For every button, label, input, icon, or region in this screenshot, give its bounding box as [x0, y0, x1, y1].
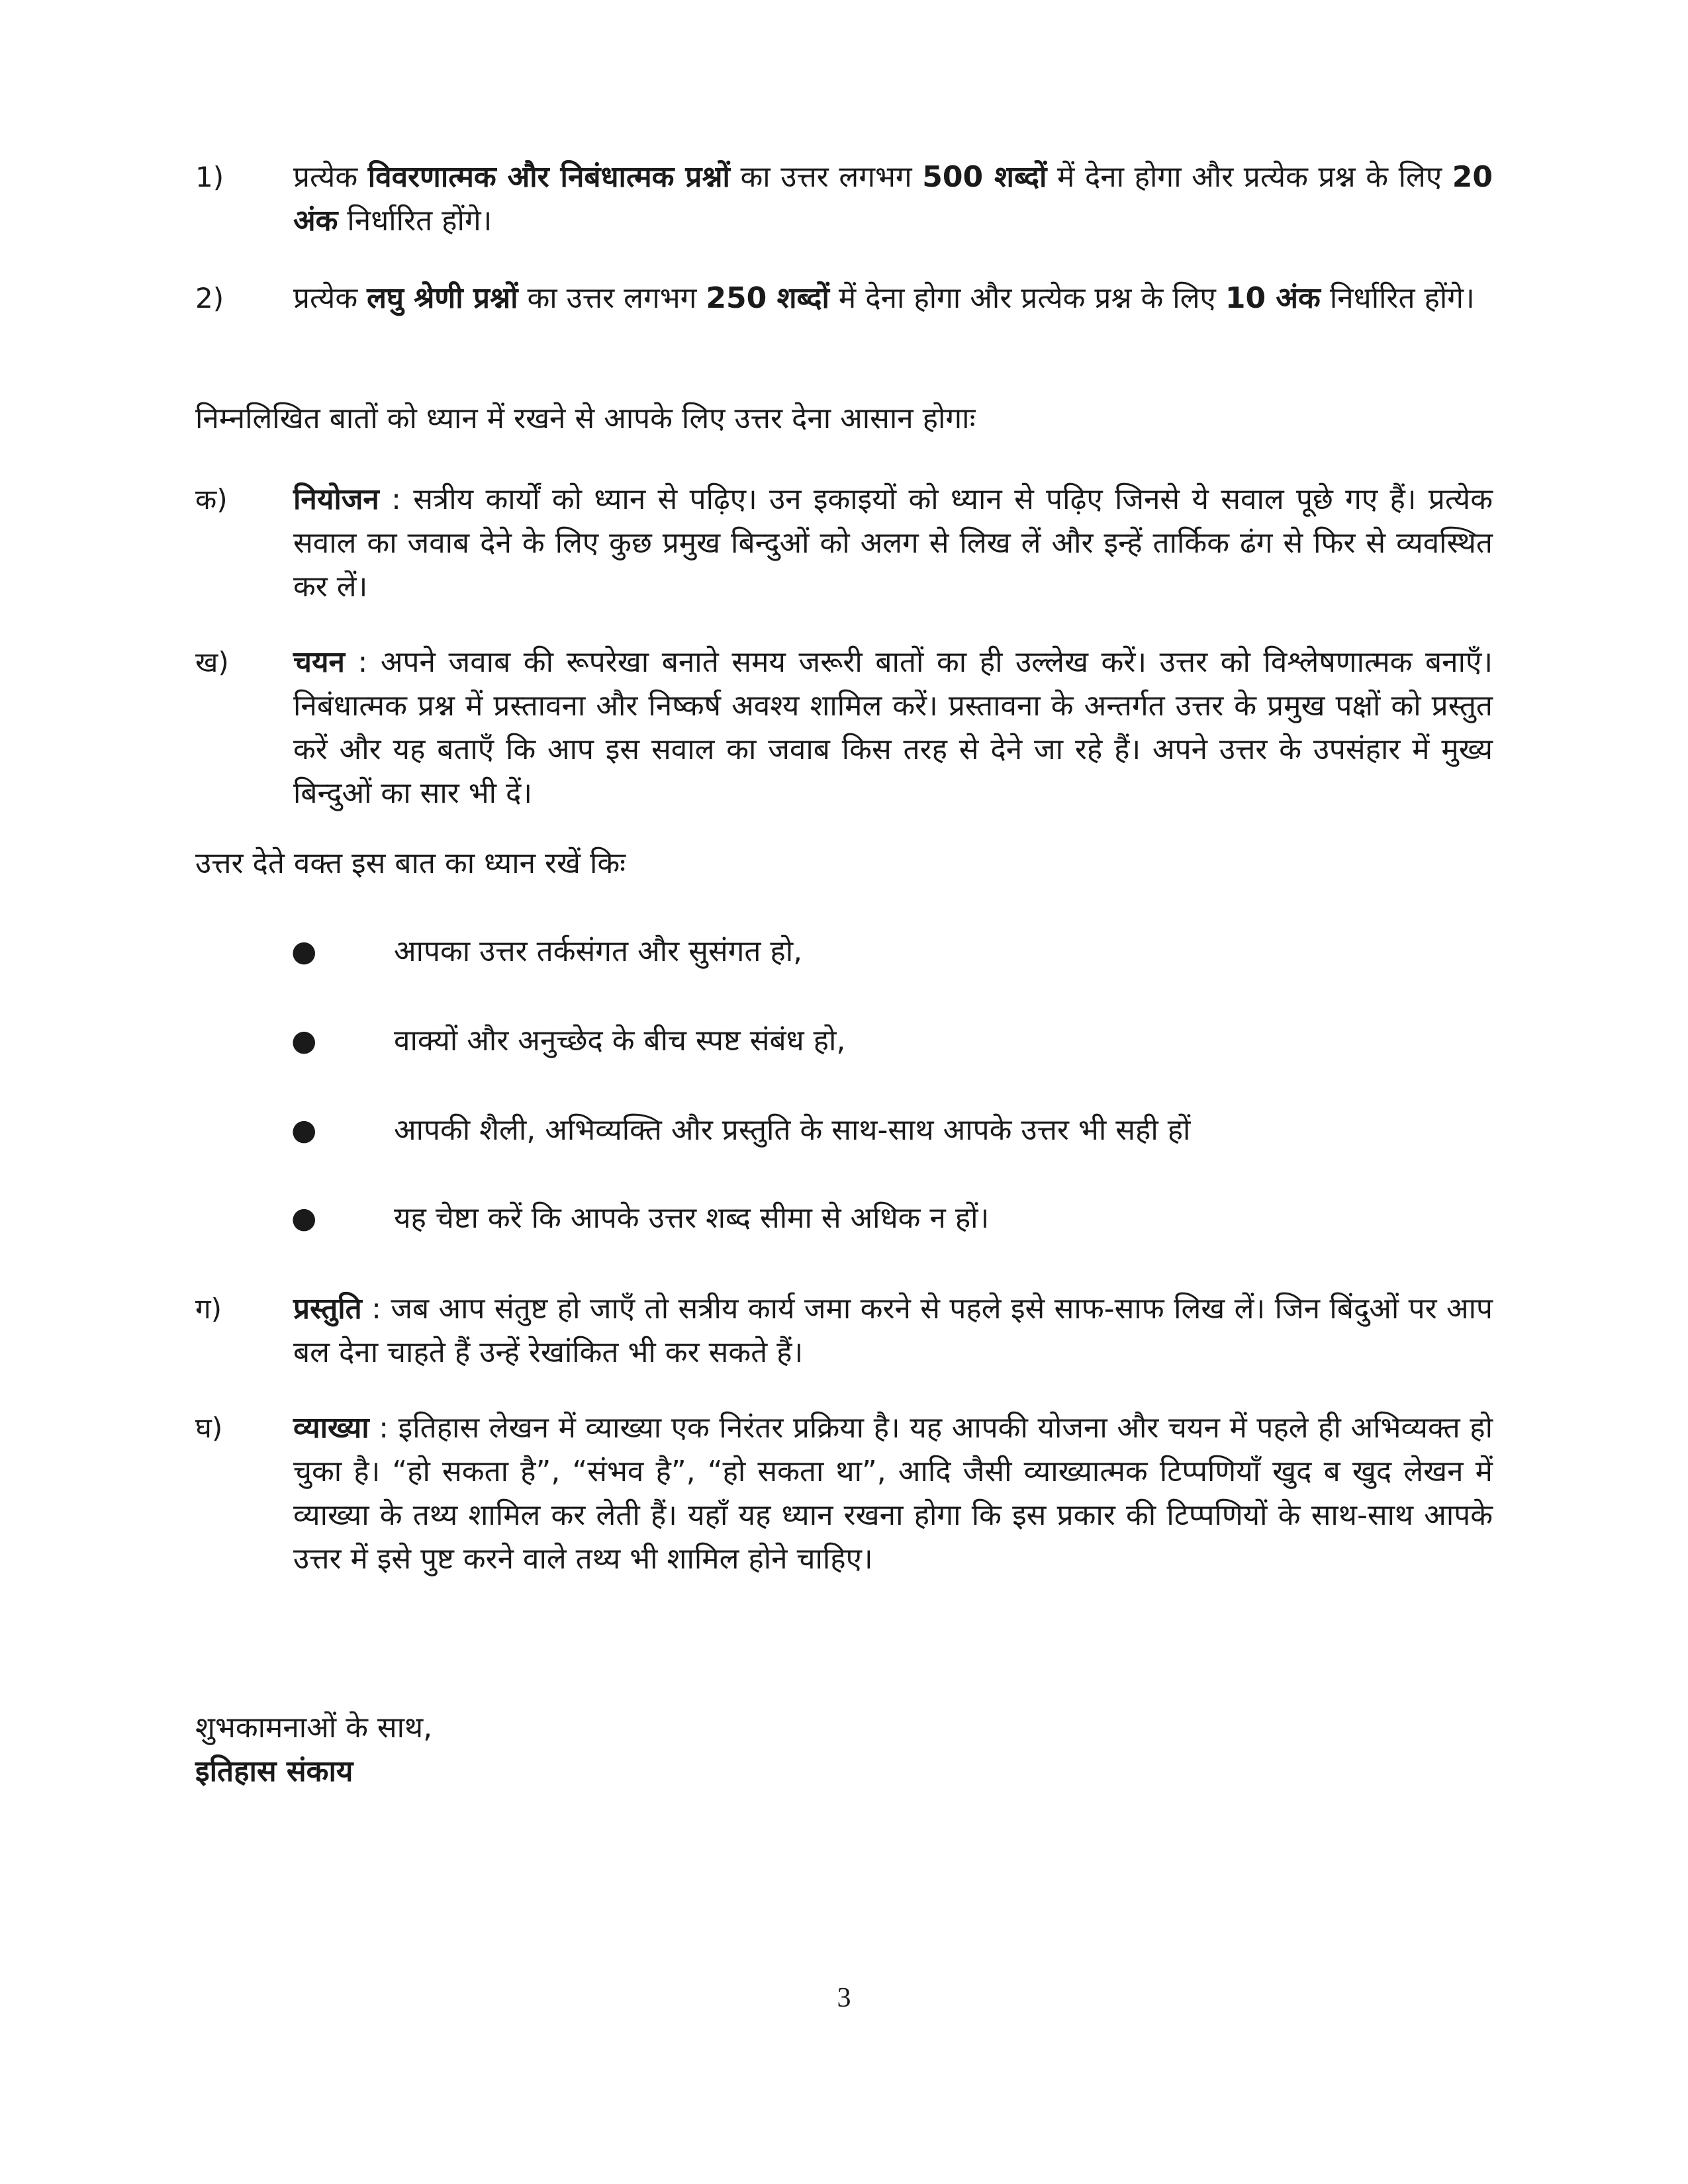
- closing-greeting: शुभकामनाओं के साथ,: [195, 1711, 433, 1745]
- bullet-text: आपकी शैली, अभिव्यक्ति और प्रस्तुति के साथ-साथ आपके उत्तर भी सही हों: [394, 1113, 1191, 1147]
- item-text: : अपने जवाब की रूपरेखा बनाते समय जरूरी बातों का ही उल्लेख करें। उत्तर को विश्लेषणात्मक बनाएँ। निबंधात्मक प्रश्न में प्रस्तावना और निष्कर्ष अवश्य शामिल करें। प्रस्तावना के अन्तर्गत उत्तर के प्रमुख पक्षों को प्रस्तुत करें और यह बताएँ कि आप इस सवाल का जवाब किस तरह से देने जा रहे हैं। अपने उत्तर के उपसंहार में मुख्य बिन्दुओं का सार भी दें।: [293, 645, 1493, 810]
- item-bold-text: लघु श्रेणी प्रश्नों: [367, 281, 518, 315]
- bullet-icon: ●: [291, 1201, 317, 1235]
- item-bold-text: 500 शब्दों: [922, 160, 1047, 194]
- item-text: : इतिहास लेखन में व्याख्या एक निरंतर प्रक्रिया है। यह आपकी योजना और चयन में पहले ही अभिव्यक्त हो चुका है। “हो सकता है”, “संभव है”, “हो सकता था”, आदि जैसी व्याख्यात्मक टिप्पणियाँ खुद ब खुद लेखन में व्याख्या के तथ्य शामिल कर लेती हैं। यहाँ यह ध्यान रखना होगा कि इस प्रकार की टिप्पणियों के साथ-साथ आपके उत्तर में इसे पुष्ट करने वाले तथ्य भी शामिल होने चाहिए।: [293, 1411, 1493, 1576]
- item-text: : सत्रीय कार्यों को ध्यान से पढ़िए। उन इकाइयों को ध्यान से पढ़िए जिनसे ये सवाल पूछे गए हैं। प्रत्येक सवाल का जवाब देने के लिए कुछ प्रमुख बिन्दुओं को अलग से लिख लें और इन्हें तार्किक ढंग से फिर से व्यवस्थित कर लें।: [293, 482, 1493, 604]
- item-marker: 1): [195, 161, 224, 193]
- item-marker: ग): [195, 1293, 222, 1325]
- bullet-text: आपका उत्तर तर्कसंगत और सुसंगत हो,: [394, 934, 803, 968]
- lettered-item-interpretation: [195, 1406, 1493, 1581]
- item-bold-text: 20 अंक: [293, 160, 1493, 238]
- item-body: [293, 277, 1493, 320]
- item-bold-text: विवरणात्मक और निबंधात्मक प्रश्नों: [367, 160, 730, 194]
- item-heading: नियोजन: [293, 482, 379, 516]
- item-body: [293, 1406, 1493, 1581]
- bullet-item-4: [291, 1197, 1496, 1240]
- item-text: निर्धारित होंगे।: [1320, 281, 1475, 315]
- bullet-text: यह चेष्टा करें कि आपके उत्तर शब्द सीमा से अधिक न हों।: [394, 1201, 990, 1235]
- bullet-text: वाक्यों और अनुच्छेद के बीच स्पष्ट संबंध हो,: [394, 1024, 846, 1058]
- item-text: : जब आप संतुष्ट हो जाएँ तो सत्रीय कार्य जमा करने से पहले इसे साफ-साफ लिख लें। जिन बिंदुओं पर आप बल देना चाहते हैं उन्हें रेखांकित भी कर सकते हैं।: [293, 1292, 1493, 1369]
- item-heading: व्याख्या: [293, 1411, 369, 1445]
- bullet-item-3: [291, 1109, 1496, 1152]
- item-heading: चयन: [293, 645, 345, 679]
- numbered-item-1: [195, 156, 1493, 243]
- item-text: का उत्तर लगभग: [729, 160, 923, 194]
- page-number: 3: [837, 1983, 851, 2013]
- bullet-icon: ●: [291, 1113, 317, 1147]
- bullet-icon: ●: [291, 934, 317, 968]
- item-body: [293, 478, 1493, 609]
- item-marker: 2): [195, 282, 224, 314]
- item-body: [293, 156, 1493, 243]
- lettered-item-selection: [195, 641, 1493, 815]
- lettered-item-planning: [195, 478, 1493, 609]
- item-marker: क): [195, 483, 228, 516]
- bullet-icon: ●: [291, 1024, 317, 1058]
- item-text: प्रत्येक: [293, 281, 367, 315]
- item-body: [293, 1287, 1493, 1375]
- item-marker: घ): [195, 1412, 223, 1444]
- item-bold-text: 10 अंक: [1225, 281, 1321, 315]
- bullet-item-2: [291, 1019, 1496, 1063]
- item-text: प्रत्येक: [293, 160, 368, 194]
- item-text: का उत्तर लगभग: [518, 281, 706, 315]
- answer-intro-text: उत्तर देते वक्त इस बात का ध्यान रखें किः: [195, 846, 626, 880]
- closing-signature: इतिहास संकाय: [195, 1754, 353, 1788]
- item-text: में देना होगा और प्रत्येक प्रश्न के लिए: [829, 281, 1225, 315]
- item-text: निर्धारित होंगे।: [338, 204, 492, 238]
- item-marker: ख): [195, 646, 229, 678]
- bullet-item-1: [291, 930, 1496, 974]
- item-heading: प्रस्तुति: [293, 1292, 362, 1326]
- numbered-item-2: [195, 277, 1493, 320]
- lettered-item-presentation: [195, 1287, 1493, 1375]
- item-body: [293, 641, 1493, 815]
- item-bold-text: 250 शब्दों: [706, 281, 829, 315]
- item-text: में देना होगा और प्रत्येक प्रश्न के लिए: [1047, 160, 1452, 194]
- intro-text: निम्नलिखित बातों को ध्यान में रखने से आपके लिए उत्तर देना आसान होगाः: [195, 402, 976, 435]
